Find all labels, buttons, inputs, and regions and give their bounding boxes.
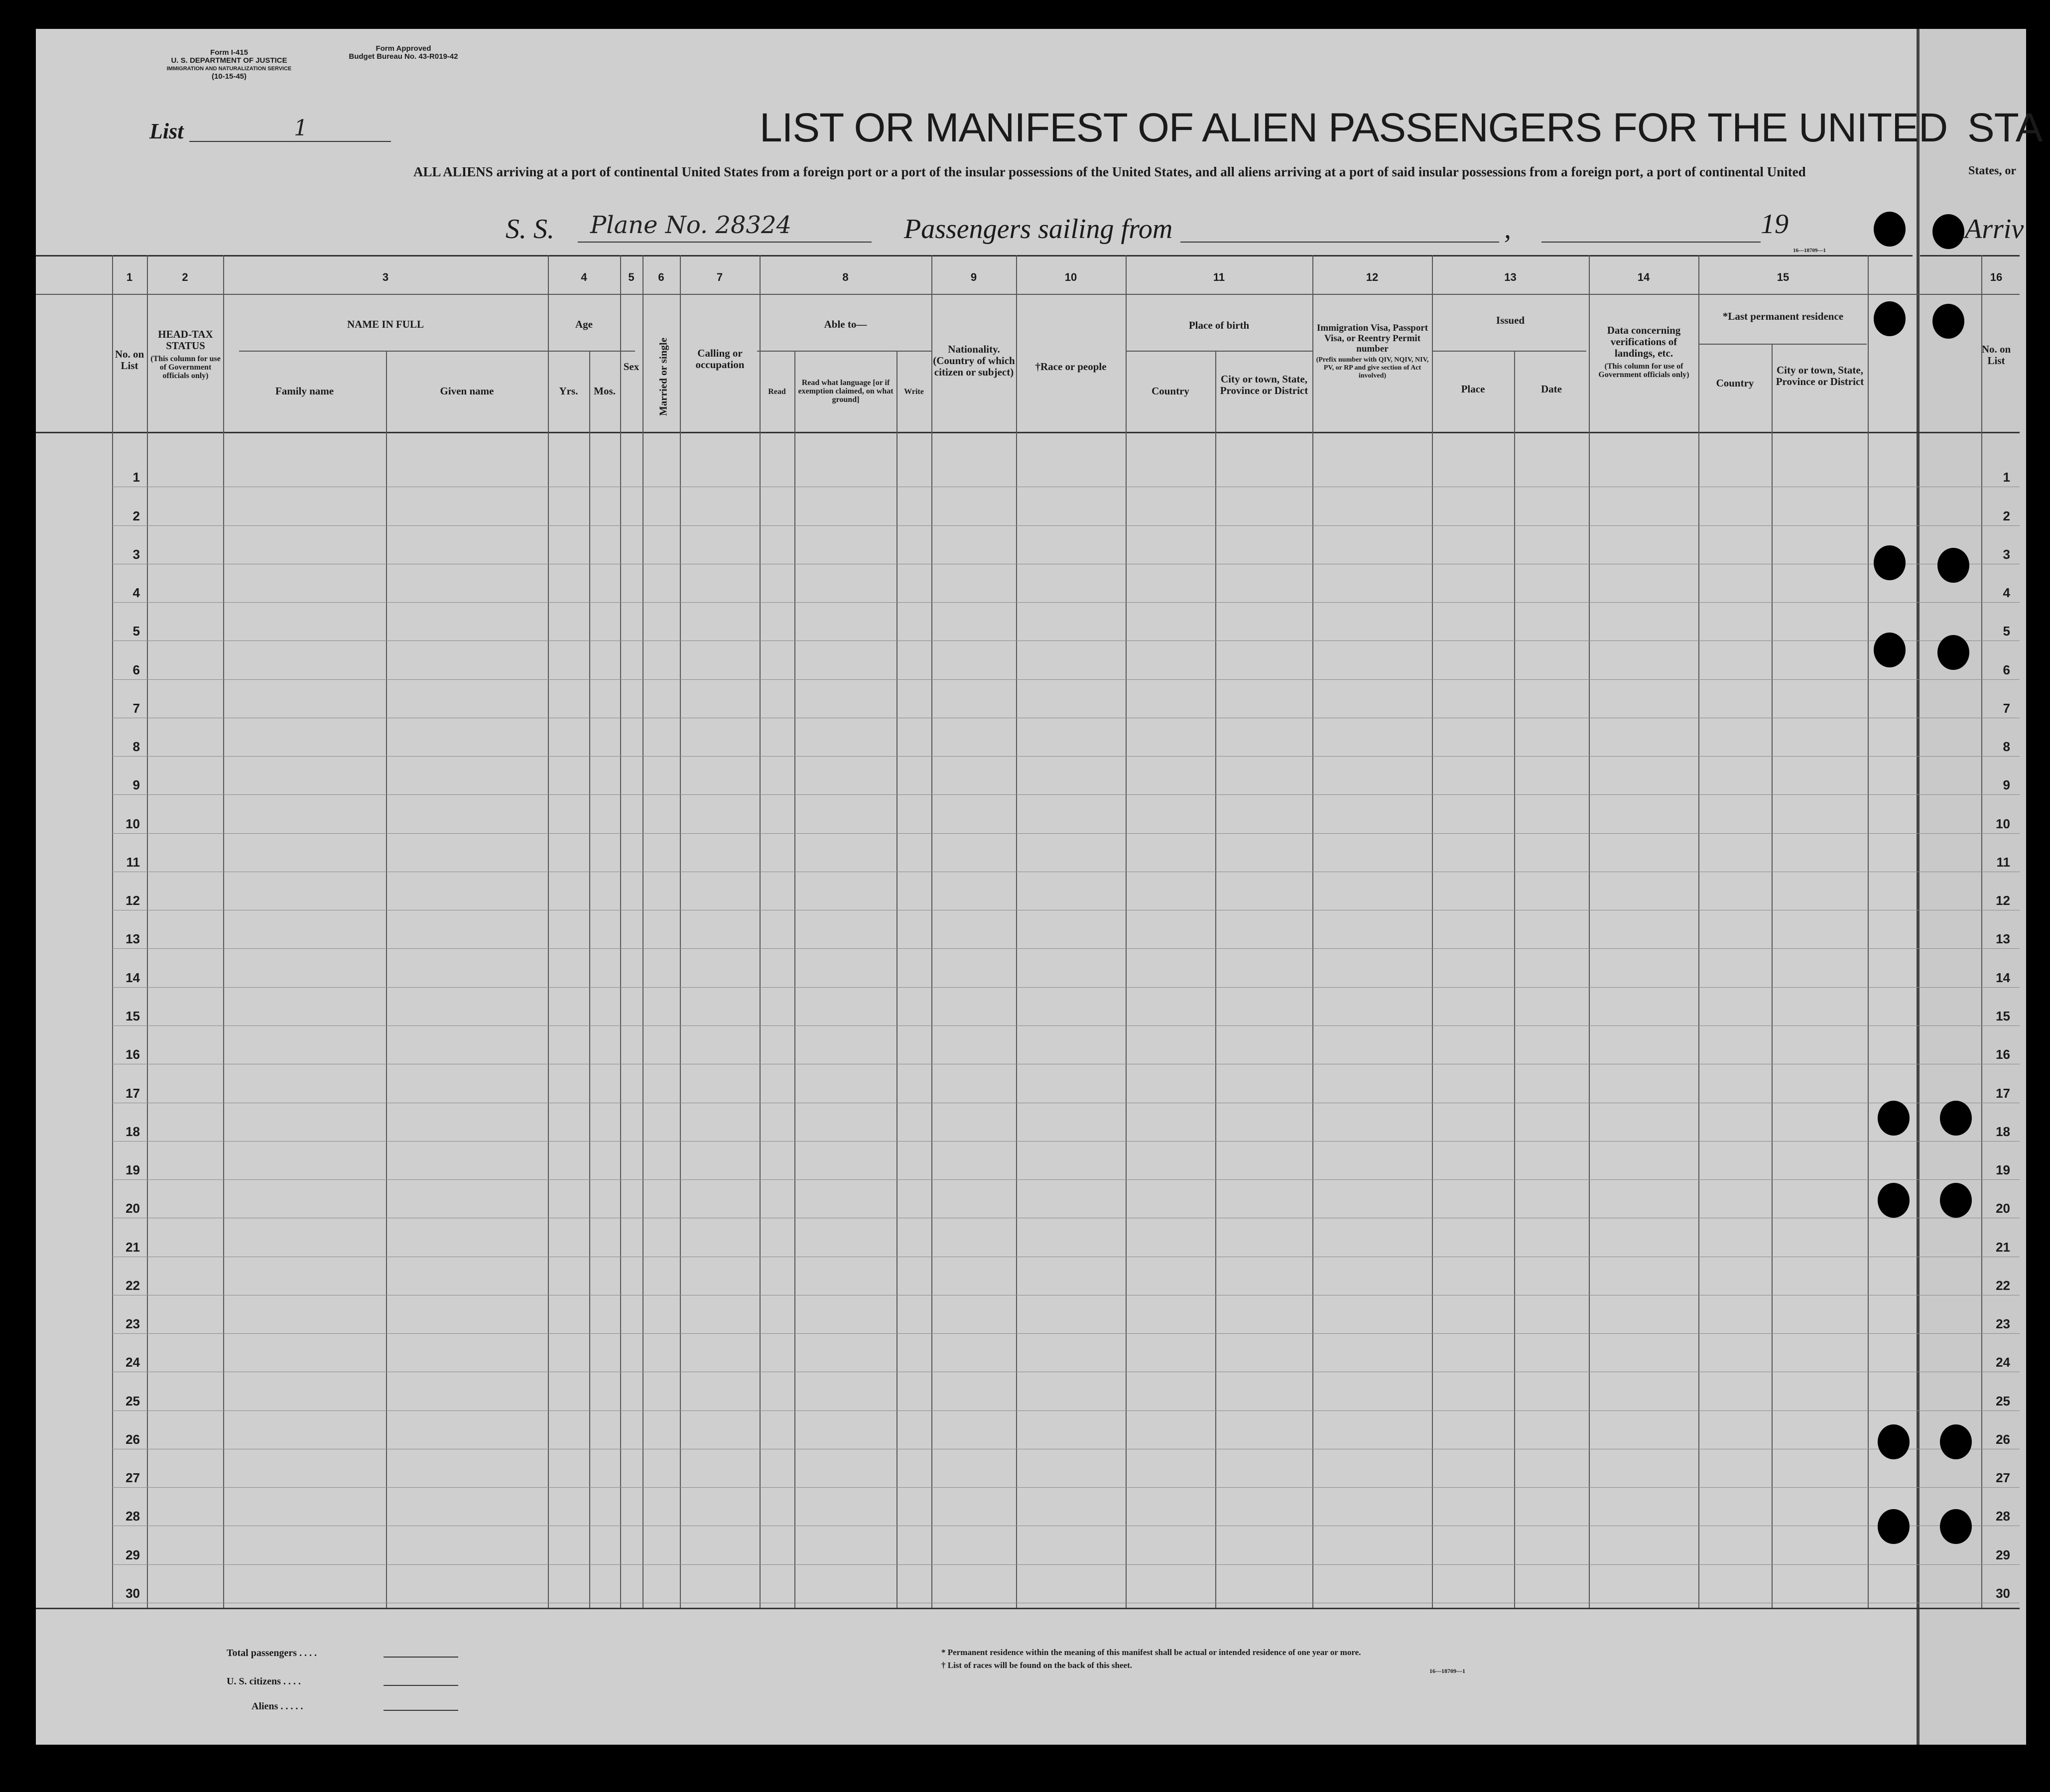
punch-hole [1874, 633, 1906, 667]
birth-subrule [1127, 351, 1313, 352]
total-passengers-label: Total passengers . . . . [227, 1648, 317, 1659]
col-number: 16 [1990, 271, 2003, 283]
header-last-residence: *Last permanent residence [1722, 310, 1844, 322]
row-number-right: 14 [1996, 970, 2010, 985]
row-number-right: 16 [1996, 1047, 2010, 1062]
row-number-right: 9 [2003, 777, 2010, 793]
row-number: 8 [132, 739, 140, 755]
row-number: 2 [132, 508, 140, 523]
col-line [1868, 255, 1869, 1608]
subtitle-continued: States, or [1968, 164, 2016, 177]
row-number: 23 [126, 1316, 140, 1332]
header-res-city: City or town, State, Province or District [1776, 364, 1864, 387]
head-tax-label: HEAD-TAX STATUS [158, 328, 213, 352]
row-rule [112, 756, 2020, 757]
row-number: 21 [126, 1239, 140, 1255]
col-number: 12 [1366, 271, 1379, 283]
header-yrs: Yrs. [559, 385, 578, 397]
row-number: 11 [126, 854, 140, 870]
form-approval [329, 45, 478, 61]
col-number: 7 [716, 271, 723, 283]
row-rule [112, 1410, 2020, 1411]
col-line [223, 255, 224, 1608]
col-line [1589, 255, 1590, 1608]
sailing-label: Passengers sailing from [904, 214, 1173, 245]
col-line [642, 255, 643, 1608]
row-rule [112, 640, 2020, 641]
row-rule [112, 794, 2020, 795]
col-number: 3 [382, 271, 389, 283]
col-line [1016, 255, 1017, 1608]
row-number: 20 [126, 1201, 140, 1216]
col-line [1698, 255, 1699, 1608]
department: U. S. DEPARTMENT OF JUSTICE [171, 56, 287, 65]
punch-hole [1937, 635, 1969, 670]
header-date: Date [1541, 383, 1562, 395]
row-number: 15 [126, 1009, 140, 1024]
punch-hole [1878, 1424, 1910, 1459]
header-given-name: Given name [440, 385, 494, 397]
col-number: 6 [658, 271, 664, 283]
row-rule [112, 1179, 2020, 1180]
punch-hole [1878, 1101, 1910, 1136]
header-sex: Sex [623, 361, 640, 373]
row-number-right: 7 [2003, 700, 2010, 716]
header-able-to: Able to— [824, 318, 867, 330]
row-number: 7 [132, 700, 140, 716]
landings-label: Data concerning verifications of landings, etc. [1607, 324, 1681, 359]
punch-hole [1878, 1509, 1910, 1544]
residence-subrule [1698, 344, 1867, 345]
column-number-rule [36, 294, 2020, 295]
row-number: 28 [126, 1509, 140, 1524]
row-number-right: 27 [1996, 1470, 2010, 1486]
header-age: Age [575, 318, 593, 330]
col-number: 4 [581, 271, 587, 283]
row-rule [112, 948, 2020, 949]
row-number: 10 [126, 816, 140, 831]
visa-label: Immigration Visa, Passport Visa, or Reentry Permit number [1316, 323, 1428, 354]
row-number-right: 25 [1996, 1393, 2010, 1408]
header-mos: Mos. [594, 385, 616, 397]
row-number-right: 26 [1996, 1431, 2010, 1447]
row-rule [112, 987, 2020, 988]
header-place: Place [1461, 383, 1485, 395]
name-subrule [239, 351, 635, 352]
col-line [1772, 344, 1773, 1608]
row-number-right: 20 [1996, 1201, 2010, 1216]
form-number: Form I-415 [210, 48, 248, 57]
budget-number: Budget Bureau No. 43-R019-42 [349, 52, 458, 61]
row-number-right: 4 [2003, 585, 2010, 601]
footnote-dagger: † List of races will be found on the back of this sheet. [941, 1661, 1132, 1670]
col-line [386, 351, 387, 1608]
row-number-right: 29 [1996, 1547, 2010, 1562]
row-number: 16 [126, 1047, 140, 1062]
punch-hole [1874, 212, 1906, 247]
row-number-right: 22 [1996, 1278, 2010, 1293]
row-number-right: 15 [1996, 1009, 2010, 1024]
row-number: 1 [132, 470, 140, 485]
subtitle: ALL ALIENS arriving at a port of continental United States from a foreign port or a port of the insular possessions of the United States, and all aliens arriving at a port of said insular possessions from a foreign port, a port of continental United [413, 164, 1806, 179]
row-rule [112, 833, 2020, 834]
header-head-tax [149, 329, 222, 380]
row-rule [112, 1141, 2020, 1142]
col-line [147, 255, 148, 1608]
row-number-right: 17 [1996, 1085, 2010, 1101]
ship-underline [578, 242, 872, 243]
col-number: 5 [628, 271, 635, 283]
punch-hole [1940, 1424, 1972, 1459]
row-number-right: 24 [1996, 1355, 2010, 1370]
aliens-label: Aliens . . . . . [252, 1701, 303, 1712]
footnote-code: 16—18709—1 [1429, 1667, 1465, 1674]
col-line [1312, 255, 1313, 1608]
row-number-right: 23 [1996, 1316, 2010, 1332]
col-line [1432, 255, 1433, 1608]
list-underline [189, 141, 391, 142]
punch-hole [1874, 545, 1906, 580]
row-number: 22 [126, 1278, 140, 1293]
punch-hole [1940, 1509, 1972, 1544]
form-date: (10-15-45) [211, 72, 247, 81]
head-tax-note: (This column for use of Government officials only) [150, 355, 221, 380]
footnote-star: * Permanent residence within the meaning of this manifest shall be actual or intended residence of one year or more. [941, 1648, 1361, 1657]
header-no-on-list-right: No. on List [1981, 343, 2011, 367]
row-rule [112, 679, 2020, 680]
row-number: 18 [126, 1124, 140, 1139]
table-bottom-rule [36, 1608, 2020, 1609]
row-number: 25 [126, 1393, 140, 1408]
header-landings [1590, 325, 1697, 379]
header-name-in-full: NAME IN FULL [347, 318, 424, 330]
row-number: 19 [126, 1162, 140, 1178]
row-number-right: 1 [2003, 470, 2010, 485]
service: IMMIGRATION AND NATURALIZATION SERVICE [166, 66, 292, 72]
header-bottom-rule [36, 432, 2020, 433]
list-value: 1 [294, 116, 308, 141]
row-number: 6 [132, 662, 140, 677]
row-number-right: 18 [1996, 1124, 2010, 1139]
row-rule [112, 1487, 2020, 1488]
page-title: LIST OR MANIFEST OF ALIEN PASSENGERS FOR THE UNITED [760, 105, 1948, 150]
header-nationality: Nationality. (Country of which citizen or subject) [933, 343, 1015, 378]
total-passengers-line [384, 1657, 458, 1658]
row-rule [112, 1564, 2020, 1565]
header-place-of-birth: Place of birth [1188, 319, 1250, 331]
list-label: List [149, 119, 184, 143]
row-number-right: 21 [1996, 1239, 2010, 1255]
date-underline [1541, 242, 1761, 243]
row-number: 17 [126, 1085, 140, 1101]
header-calling: Calling or occupation [695, 347, 745, 371]
header-visa [1314, 323, 1431, 380]
col-number: 15 [1777, 271, 1790, 283]
ship-prefix: S. S. [506, 214, 554, 245]
row-number: 12 [126, 893, 140, 908]
col-number: 13 [1504, 271, 1517, 283]
row-number: 9 [132, 777, 140, 793]
header-write: Write [904, 387, 924, 396]
col-number: 9 [970, 271, 977, 283]
punch-hole [1932, 214, 1964, 249]
row-number: 13 [126, 931, 140, 947]
row-number-right: 28 [1996, 1509, 2010, 1524]
punch-hole [1874, 301, 1906, 336]
col-line [1126, 255, 1127, 1608]
row-number: 30 [126, 1586, 140, 1601]
row-number: 29 [126, 1547, 140, 1562]
row-rule [112, 1025, 2020, 1026]
us-citizens-line [384, 1685, 458, 1686]
form-identifier [144, 49, 314, 81]
punch-hole [1940, 1183, 1972, 1218]
header-read: Read [768, 387, 786, 396]
row-number-right: 30 [1996, 1586, 2010, 1601]
header-no-on-list: No. on List [115, 348, 144, 372]
col-number: 10 [1064, 271, 1077, 283]
col-line [1215, 351, 1216, 1608]
col-line [1514, 351, 1515, 1608]
row-number: 26 [126, 1431, 140, 1447]
row-number-right: 13 [1996, 931, 2010, 947]
row-rule [112, 525, 2020, 526]
col-line [548, 255, 549, 1608]
header-race: †Race or people [1035, 361, 1107, 373]
punch-hole [1940, 1101, 1972, 1136]
col-line [931, 255, 932, 1608]
ship-value: Plane No. 28324 [590, 211, 792, 239]
approved-label: Form Approved [376, 44, 431, 53]
col-number: 2 [182, 271, 188, 283]
visa-note: (Prefix number with QIV, NQIV, NIV, PV, or RP and give section of Act involved) [1316, 356, 1429, 380]
comma: , [1504, 214, 1511, 245]
table-top-border-right [1920, 255, 2020, 256]
header-married: Married or single [657, 337, 669, 416]
header-res-country: Country [1716, 377, 1754, 389]
page-title-continued: STA [1967, 105, 2043, 150]
col-number: 1 [126, 271, 133, 283]
header-birth-country: Country [1152, 385, 1189, 397]
row-number-right: 11 [1996, 854, 2010, 870]
row-number: 14 [126, 970, 140, 985]
col-number: 11 [1213, 271, 1225, 283]
row-number-right: 19 [1996, 1162, 2010, 1178]
row-number-right: 2 [2003, 508, 2010, 523]
row-number: 5 [132, 624, 140, 639]
table-top-border [36, 255, 1913, 256]
row-number-right: 12 [1996, 893, 2010, 908]
able-subrule [757, 351, 931, 352]
row-number: 24 [126, 1355, 140, 1370]
col-number: 14 [1637, 271, 1650, 283]
year-prefix: 19 [1761, 209, 1789, 240]
aliens-line [384, 1710, 458, 1711]
header-issued: Issued [1496, 314, 1525, 326]
col-number: 8 [842, 271, 849, 283]
col-line [620, 255, 621, 1608]
col-line [794, 351, 795, 1608]
row-rule [112, 1333, 2020, 1334]
row-number-right: 5 [2003, 624, 2010, 639]
header-family-name: Family name [275, 385, 334, 397]
header-read-language: Read what language [or if exemption claimed, on what ground] [798, 379, 894, 404]
punch-hole [1932, 304, 1964, 339]
arrival-label: Arriv [1965, 214, 2024, 245]
punch-hole [1878, 1183, 1910, 1218]
row-rule [112, 602, 2020, 603]
header-birth-city: City or town, State, Province or District [1220, 373, 1308, 396]
row-number: 27 [126, 1470, 140, 1486]
row-number: 4 [132, 585, 140, 601]
landings-note: (This column for use of Government officials only) [1598, 362, 1689, 379]
row-number-right: 8 [2003, 739, 2010, 755]
us-citizens-label: U. S. citizens . . . . [227, 1676, 301, 1687]
col-line [589, 351, 590, 1608]
row-number: 3 [132, 546, 140, 562]
col-line [760, 255, 761, 1608]
punch-hole [1937, 548, 1969, 583]
row-number-right: 6 [2003, 662, 2010, 677]
col-line [680, 255, 681, 1608]
print-code-top: 16—18709—1 [1793, 248, 1826, 254]
issued-subrule [1432, 351, 1586, 352]
row-number-right: 3 [2003, 546, 2010, 562]
row-number-right: 10 [1996, 816, 2010, 831]
sailing-underline [1180, 242, 1499, 243]
